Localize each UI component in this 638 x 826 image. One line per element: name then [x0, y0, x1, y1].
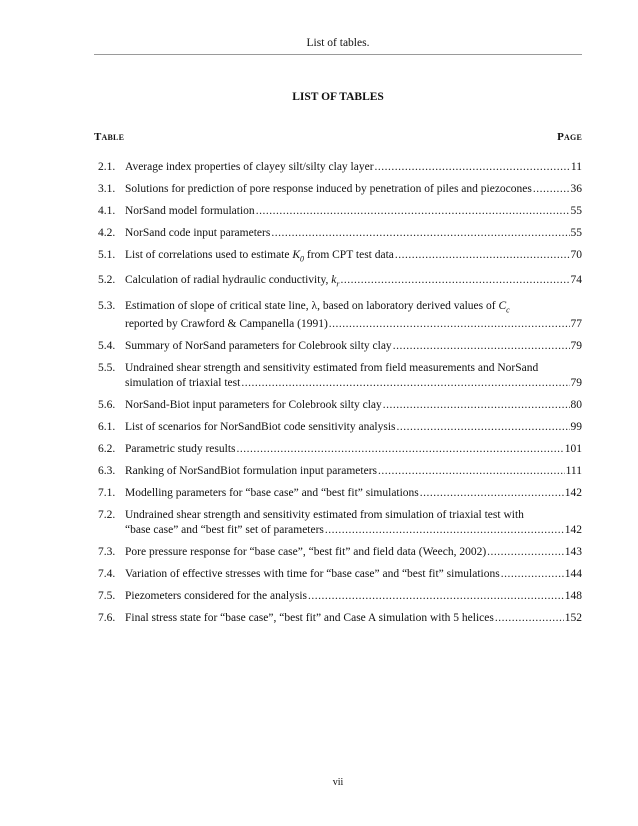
- dot-leader: [501, 567, 564, 582]
- entry-page: 142: [564, 523, 582, 536]
- entry-page: 111: [565, 464, 582, 477]
- page-number: vii: [332, 777, 344, 788]
- toc-entry[interactable]: [98, 204, 582, 219]
- entry-title: List of correlations used to estimate $K_0$ from CPT test data: [125, 249, 394, 264]
- toc-entry[interactable]: [98, 160, 582, 175]
- entry-page: 77: [570, 317, 582, 330]
- toc-entry[interactable]: [98, 339, 582, 354]
- entry-page: 55: [570, 227, 582, 239]
- dot-leader: [308, 589, 564, 604]
- entry-page: 144: [564, 567, 582, 580]
- entry-number: 5.5.: [98, 361, 116, 374]
- dot-leader: [378, 464, 565, 479]
- entry-number: 5.4.: [98, 339, 116, 352]
- entry-page: 148: [564, 589, 582, 602]
- entry-title: Pore pressure response for “base case”, “best fit” and field data (Weech, 2002): [125, 545, 487, 558]
- toc-entry[interactable]: [98, 545, 582, 560]
- entry-title: Modelling parameters for “base case” and “best fit” simulations: [125, 486, 419, 499]
- symbol-k0: K: [292, 249, 301, 261]
- entry-number: 6.3.: [98, 464, 116, 477]
- dot-leader: [487, 545, 564, 560]
- entry-title-continued: “base case” and “best fit” set of parameters: [125, 523, 324, 536]
- toc-entry[interactable]: [98, 589, 582, 604]
- entry-number: 2.1.: [98, 161, 116, 173]
- toc-entry[interactable]: [98, 420, 582, 435]
- entry-page: 79: [570, 376, 582, 389]
- entry-page: 55: [570, 205, 582, 217]
- toc-entry[interactable]: [98, 611, 582, 626]
- toc-entry[interactable]: [98, 182, 582, 197]
- entry-title: Undrained shear strength and sensitivity estimated from field measurements and NorSand: [125, 361, 539, 374]
- entry-title: Undrained shear strength and sensitivity estimated from simulation of triaxial test with: [125, 508, 524, 521]
- dot-leader: [383, 398, 570, 413]
- toc-entry[interactable]: [98, 361, 582, 391]
- symbol-cc: C: [498, 299, 507, 312]
- entry-title-continued: reported by Crawford & Campanella (1991): [125, 317, 328, 330]
- entry-number: 7.6.: [98, 611, 116, 624]
- entry-title: Variation of effective stresses with time for “base case” and “best fit” simulations: [125, 567, 500, 580]
- dot-leader: [397, 420, 570, 435]
- entry-page: 74: [570, 274, 582, 287]
- table-column-heading: Table: [94, 131, 125, 143]
- entry-page: 99: [570, 420, 582, 433]
- entry-number: 5.1.: [98, 249, 116, 261]
- dot-leader: [271, 226, 569, 241]
- symbol-subscript: 0: [300, 254, 305, 264]
- entry-title: Final stress state for “base case”, “best fit” and Case A simulation with 5 helices: [125, 611, 494, 624]
- running-header: List of tables.: [306, 37, 370, 49]
- entry-number: 3.1.: [98, 183, 116, 195]
- entry-number: 6.2.: [98, 442, 116, 455]
- entry-number: 7.3.: [98, 545, 116, 558]
- entry-title: NorSand code input parameters: [125, 227, 271, 239]
- toc-entry[interactable]: [98, 398, 582, 413]
- entry-number: 4.2.: [98, 227, 116, 239]
- entry-number: 7.2.: [98, 508, 116, 521]
- entry-title: Estimation of slope of critical state line, λ, based on laboratory derived values of $C_c$: [125, 299, 510, 314]
- dot-leader: [241, 376, 569, 391]
- entry-title: Ranking of NorSandBiot formulation input parameters: [125, 464, 377, 477]
- toc-entry[interactable]: [98, 299, 582, 332]
- entry-page: 142: [564, 486, 582, 499]
- dot-leader: [237, 442, 564, 457]
- entry-page: 143: [564, 545, 582, 558]
- entry-page: 70: [570, 249, 582, 261]
- entry-title: Solutions for prediction of pore response induced by penetration of piles and piezocones: [125, 183, 532, 195]
- toc-entry[interactable]: [98, 464, 582, 479]
- dot-leader: [495, 611, 564, 626]
- dot-leader: [325, 523, 564, 538]
- entry-title: NorSand model formulation: [125, 205, 255, 217]
- dot-leader: [256, 204, 570, 219]
- entry-title: List of scenarios for NorSandBiot code sensitivity analysis: [125, 420, 396, 433]
- entry-page: 152: [564, 611, 582, 624]
- dot-leader: [393, 339, 570, 354]
- toc-entry[interactable]: [98, 248, 582, 266]
- entry-page: 80: [570, 398, 582, 411]
- entry-title: Calculation of radial hydraulic conductivity, $k_r$: [125, 274, 340, 289]
- dot-leader: [375, 160, 570, 175]
- entry-number: 5.2.: [98, 274, 116, 287]
- dot-leader: [340, 273, 569, 288]
- entry-title: NorSand-Biot input parameters for Colebrook silty clay: [125, 398, 382, 411]
- entry-title: Piezometers considered for the analysis: [125, 589, 308, 602]
- page-column-heading: Page: [557, 131, 582, 143]
- entry-page: 101: [564, 442, 582, 455]
- entry-number: 4.1.: [98, 205, 116, 217]
- toc-entry[interactable]: [98, 273, 582, 291]
- entry-page: 79: [570, 339, 582, 352]
- entry-number: 5.6.: [98, 398, 116, 411]
- toc-entry[interactable]: [98, 226, 582, 241]
- entry-number: 7.1.: [98, 486, 116, 499]
- entry-number: 7.5.: [98, 589, 116, 602]
- dot-leader: [533, 182, 570, 197]
- symbol-subscript: c: [506, 304, 510, 314]
- entry-number: 5.3.: [98, 299, 116, 312]
- entry-page: 36: [570, 183, 582, 195]
- entry-title-continued: simulation of triaxial test: [125, 376, 241, 389]
- page-title: LIST OF TABLES: [292, 91, 384, 103]
- entry-title: Parametric study results: [125, 442, 236, 455]
- toc-entry[interactable]: [98, 567, 582, 582]
- symbol-kr: k: [331, 274, 337, 287]
- entry-number: 6.1.: [98, 420, 116, 433]
- list-of-tables: [98, 160, 582, 633]
- header-divider: [94, 54, 582, 55]
- symbol-subscript: r: [336, 279, 340, 289]
- entry-title: Average index properties of clayey silt/silty clay layer: [125, 161, 374, 173]
- dot-leader: [395, 248, 570, 263]
- entry-number: 7.4.: [98, 567, 116, 580]
- toc-entry[interactable]: [98, 508, 582, 538]
- dot-leader: [329, 317, 570, 332]
- toc-entry[interactable]: [98, 486, 582, 501]
- dot-leader: [420, 486, 564, 501]
- entry-page: 11: [570, 161, 582, 173]
- toc-entry[interactable]: [98, 442, 582, 457]
- entry-title: Summary of NorSand parameters for Colebrook silty clay: [125, 339, 392, 352]
